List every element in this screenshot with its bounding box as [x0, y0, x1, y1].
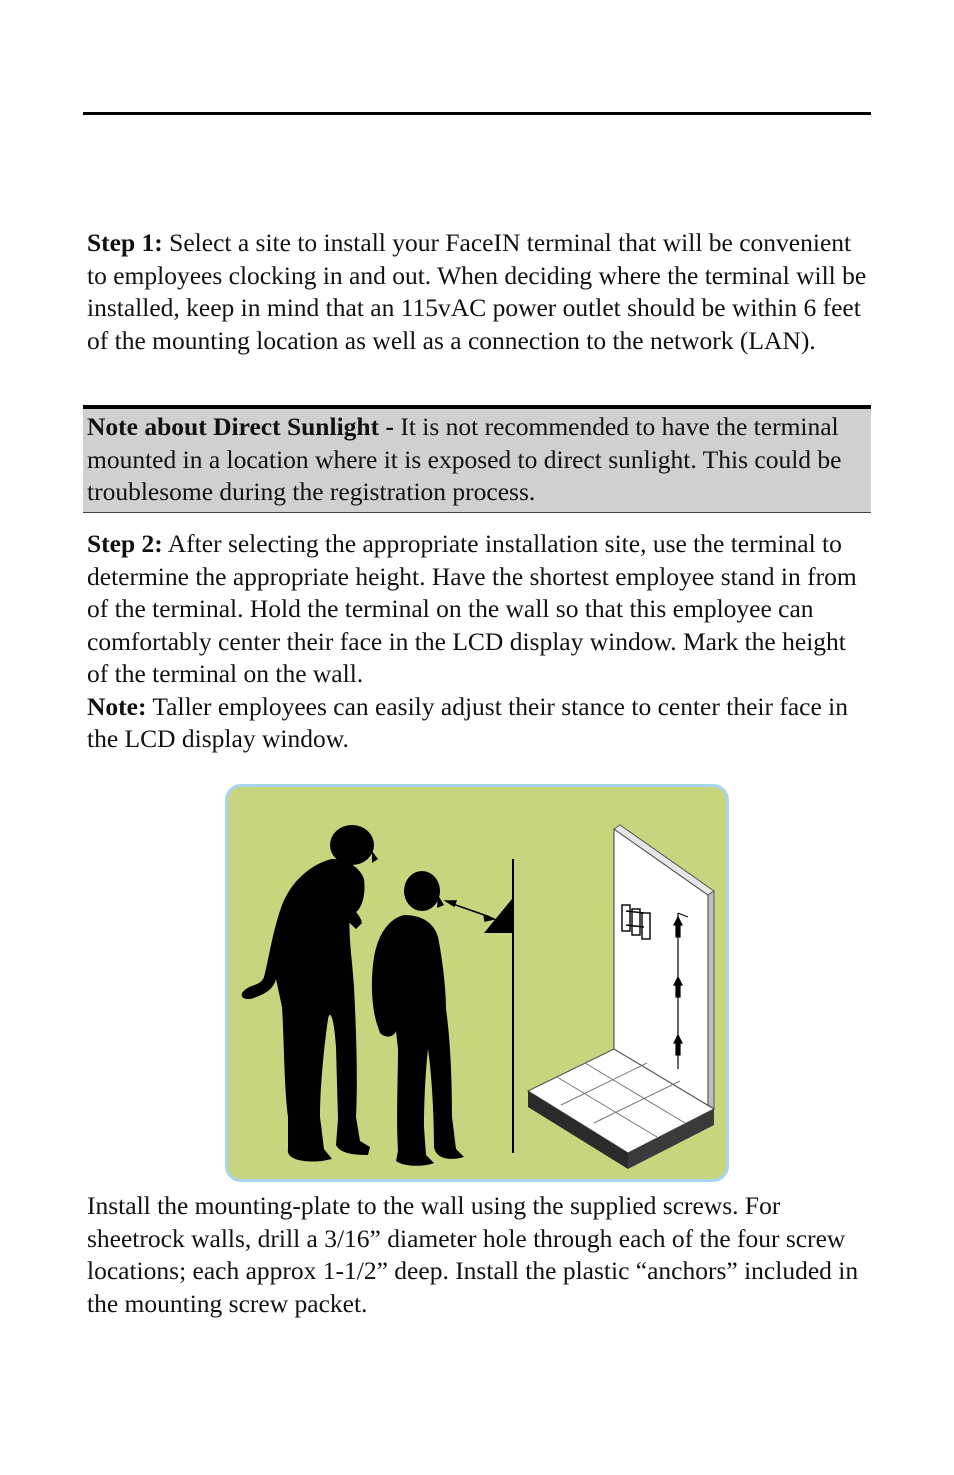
- step1-text: Select a site to install your FaceIN terminal that will be convenient to employees clocking in and out. When deciding where the terminal will be installed, keep in mind that an 115vAC power outlet should be within 6 feet of the mounting location as well as a connection to the network (LAN).: [87, 228, 867, 355]
- step1-paragraph: [87, 227, 867, 357]
- step2-label: Step 2:: [87, 529, 163, 558]
- step2-paragraph: [87, 528, 867, 756]
- step2-text: After selecting the appropriate installation site, use the terminal to determine the appropriate height. Have the shortest employee stand in from of the terminal. Hold the terminal on the wall so that this employee can comfortably center their face in the LCD display window. Mark the height of the terminal on the wall.: [87, 529, 857, 688]
- sight-line-arrow: [446, 901, 494, 921]
- height-illustration-svg: [228, 787, 726, 1179]
- step1-label: Step 1:: [87, 228, 163, 257]
- header-rule: [83, 112, 871, 115]
- step2-note-text: Taller employees can easily adjust their stance to center their face in the LCD display window.: [87, 691, 848, 753]
- sunlight-note-label: Note about Direct Sunlight -: [87, 412, 394, 441]
- step2-note-label: Note:: [87, 691, 147, 721]
- sunlight-note-text: It is not recommended to have the terminal mounted in a location where it is exposed to direct sunlight. This could be troublesome during the registration process.: [87, 412, 842, 506]
- short-man-silhouette: [372, 871, 464, 1166]
- sunlight-note: [87, 411, 867, 509]
- tall-man-silhouette: [242, 825, 378, 1162]
- height-illustration: [225, 784, 729, 1182]
- install-paragraph: Install the mounting-plate to the wall using the supplied screws. For sheetrock walls, drill a 3/16” diameter hole through each of the four screw locations; each approx 1-1/2” deep. Install the plastic “anchors” included in the mounting screw packet.: [87, 1191, 859, 1318]
